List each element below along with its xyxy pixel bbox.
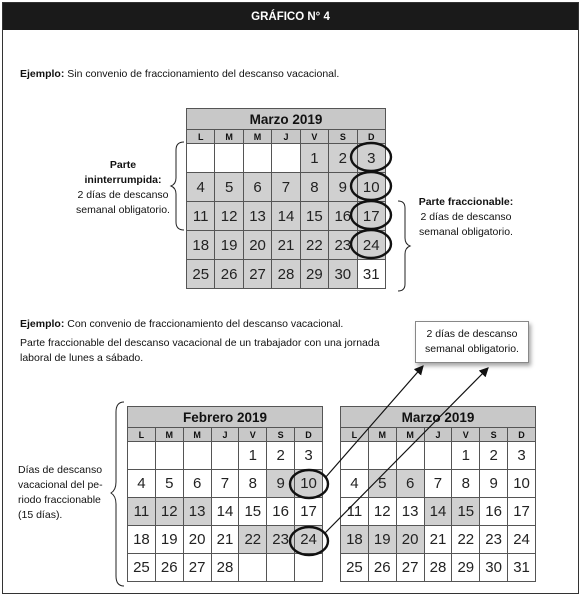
calendar-day-cell: 4 [128, 470, 156, 498]
weekday-header: D [508, 428, 536, 442]
calendar-day-cell: 15 [452, 498, 480, 526]
note-line-2: vacacional del pe- [18, 479, 103, 491]
calendar-day-cell: 16 [329, 202, 357, 231]
calendar-day-cell: 28 [211, 554, 239, 582]
calendar-day-cell: 16 [480, 498, 508, 526]
example-2-line-2: Parte fraccionable del descanso vacacional de un trabajador con una jornada [20, 337, 380, 349]
calendar-day-cell: 10 [508, 470, 536, 498]
calendar-day-cell: 7 [211, 470, 239, 498]
calendar-day-cell: 14 [272, 202, 300, 231]
calendar-day-cell: 1 [239, 442, 267, 470]
calendar-day-cell: 4 [187, 173, 215, 202]
weekday-header: V [239, 428, 267, 442]
weekday-header: J [272, 130, 300, 144]
calendar-month-title: Marzo 2019 [187, 109, 386, 130]
calendar-day-cell: 18 [187, 231, 215, 260]
calendar-day-cell: 7 [272, 173, 300, 202]
calendar-day-cell: 4 [341, 470, 369, 498]
calendar-day-cell: 28 [272, 260, 300, 289]
calendar-day-cell: 26 [368, 554, 396, 582]
calendar-day-cell: 12 [215, 202, 243, 231]
calendar-day-cell: 22 [452, 526, 480, 554]
note-body-line-1: 2 días de descanso [77, 189, 169, 201]
calendar-day-cell: 8 [300, 173, 328, 202]
calendar-day-cell: 6 [183, 470, 211, 498]
weekday-header: S [267, 428, 295, 442]
calendar-day-cell: 8 [452, 470, 480, 498]
calendar-day-cell: 21 [211, 526, 239, 554]
calendar-day-cell: 14 [211, 498, 239, 526]
calendar-day-cell: 24 [508, 526, 536, 554]
calendar-day-cell: 10 [295, 470, 323, 498]
note-heading-line-1: Parte [109, 159, 137, 171]
calendar-day-cell: 2 [329, 144, 357, 173]
calendar-month-title: Marzo 2019 [341, 407, 536, 428]
example-2-label: Ejemplo: [20, 318, 65, 330]
calendar-day-cell: 26 [215, 260, 243, 289]
weekday-header: J [211, 428, 239, 442]
calendar-day-cell: 28 [424, 554, 452, 582]
calendar-day-cell: 12 [368, 498, 396, 526]
circle-highlight [290, 470, 328, 498]
weekday-header: J [424, 428, 452, 442]
circle-highlight [351, 143, 391, 171]
calendar-day-cell: 29 [452, 554, 480, 582]
note-heading-line-2: ininterrumpida: [84, 174, 162, 186]
calendar-day-cell: 27 [396, 554, 424, 582]
weekday-header: M [396, 428, 424, 442]
calendar-day-cell: 6 [243, 173, 271, 202]
note-body-line-2: semanal obligatorio. [419, 226, 513, 238]
calendar-day-cell: 21 [272, 231, 300, 260]
callout-line-1: 2 días de descanso [426, 328, 518, 340]
circle-highlight [351, 201, 391, 229]
calendar-day-cell: 1 [452, 442, 480, 470]
calendar-day-cell: 5 [368, 470, 396, 498]
weekday-header: M [215, 130, 243, 144]
weekday-header: D [295, 428, 323, 442]
left-brace-bottom [111, 402, 124, 586]
calendar-day-cell: 24 [295, 526, 323, 554]
calendar-day-cell: 10 [357, 173, 385, 202]
calendar-day-cell: 23 [329, 231, 357, 260]
calendar-day-cell: 2 [480, 442, 508, 470]
calendar-day-cell: 22 [239, 526, 267, 554]
calendar-day-cell: 24 [357, 231, 385, 260]
calendar-day-cell: 16 [267, 498, 295, 526]
calendar-day-cell: 11 [187, 202, 215, 231]
calendar-day-cell: 13 [396, 498, 424, 526]
calendar-day-cell: 17 [295, 498, 323, 526]
calendar-day-cell: 12 [155, 498, 183, 526]
calendar-day-cell: 6 [396, 470, 424, 498]
calendar-day-cell: 25 [341, 554, 369, 582]
calendar-day-cell: 25 [187, 260, 215, 289]
calendar-day-cell: 22 [300, 231, 328, 260]
calendar-day-cell: 20 [243, 231, 271, 260]
calendar-day-cell: 5 [155, 470, 183, 498]
weekday-header: S [329, 130, 357, 144]
example-1-label: Ejemplo: [20, 68, 65, 80]
figure-title: GRÁFICO N° 4 [3, 3, 578, 30]
right-brace-top [398, 201, 410, 291]
circle-highlight [351, 172, 391, 200]
calendar-day-cell: 11 [128, 498, 156, 526]
calendar-day-cell: 29 [300, 260, 328, 289]
calendar-day-cell: 30 [329, 260, 357, 289]
calendar-day-cell: 18 [128, 526, 156, 554]
calendar-day-cell: 21 [424, 526, 452, 554]
calendar-day-cell: 25 [128, 554, 156, 582]
circle-highlight [351, 230, 391, 258]
weekday-header: S [480, 428, 508, 442]
calendar-day-cell: 27 [243, 260, 271, 289]
calendar-day-cell: 31 [508, 554, 536, 582]
calendar-day-cell: 31 [357, 260, 385, 289]
example-2-line-3: laboral de lunes a sábado. [20, 352, 144, 364]
calendar-day-cell: 9 [480, 470, 508, 498]
note-line-3: riodo fraccionable [18, 494, 101, 506]
calendar-day-cell: 30 [480, 554, 508, 582]
calendar-day-cell: 14 [424, 498, 452, 526]
weekday-header: L [187, 130, 215, 144]
weekday-header: V [452, 428, 480, 442]
calendar-day-cell: 23 [480, 526, 508, 554]
weekday-header: L [341, 428, 369, 442]
weekday-header: M [243, 130, 271, 144]
calendar-day-cell: 15 [239, 498, 267, 526]
calendar-day-cell: 3 [357, 144, 385, 173]
calendar-day-cell: 27 [183, 554, 211, 582]
calendar-day-cell: 3 [295, 442, 323, 470]
note-line-1: Días de descanso [18, 464, 103, 476]
note-body-line-1: 2 días de descanso [420, 211, 512, 223]
weekday-header: M [183, 428, 211, 442]
calendar-day-cell: 13 [243, 202, 271, 231]
calendar-day-cell: 8 [239, 470, 267, 498]
calendar-month-title: Febrero 2019 [128, 407, 323, 428]
calendar-day-cell: 1 [300, 144, 328, 173]
weekday-header: L [128, 428, 156, 442]
note-heading: Parte fraccionable: [418, 196, 514, 208]
calendar-day-cell: 19 [215, 231, 243, 260]
callout-line-2: semanal obligatorio. [425, 343, 519, 355]
calendar-day-cell: 11 [341, 498, 369, 526]
example-1-text: Sin convenio de fraccionamiento del descanso vacacional. [67, 68, 340, 80]
calendar-day-cell: 7 [424, 470, 452, 498]
calendar-day-cell: 5 [215, 173, 243, 202]
calendar-day-cell: 3 [508, 442, 536, 470]
calendar-day-cell: 9 [267, 470, 295, 498]
calendar-day-cell: 19 [368, 526, 396, 554]
left-brace-top [171, 142, 184, 230]
note-body-line-2: semanal obligatorio. [76, 204, 170, 216]
calendar-day-cell: 2 [267, 442, 295, 470]
circle-highlight [290, 527, 328, 555]
example-2-text: Con convenio de fraccionamiento del descanso vacacional. [67, 318, 344, 330]
calendar-day-cell: 15 [300, 202, 328, 231]
calendar-day-cell: 20 [183, 526, 211, 554]
calendar-day-cell: 9 [329, 173, 357, 202]
calendar-day-cell: 18 [341, 526, 369, 554]
weekday-header: M [368, 428, 396, 442]
arrow [325, 366, 423, 478]
weekday-header: M [155, 428, 183, 442]
calendar-day-cell: 20 [396, 526, 424, 554]
calendar-day-cell: 17 [357, 202, 385, 231]
calendar-day-cell: 13 [183, 498, 211, 526]
weekday-header: D [357, 130, 385, 144]
calendar-day-cell: 17 [508, 498, 536, 526]
calendar-day-cell: 23 [267, 526, 295, 554]
calendar-day-cell: 26 [155, 554, 183, 582]
weekday-header: V [300, 130, 328, 144]
calendar-day-cell: 19 [155, 526, 183, 554]
note-line-4: (15 días). [18, 509, 63, 521]
